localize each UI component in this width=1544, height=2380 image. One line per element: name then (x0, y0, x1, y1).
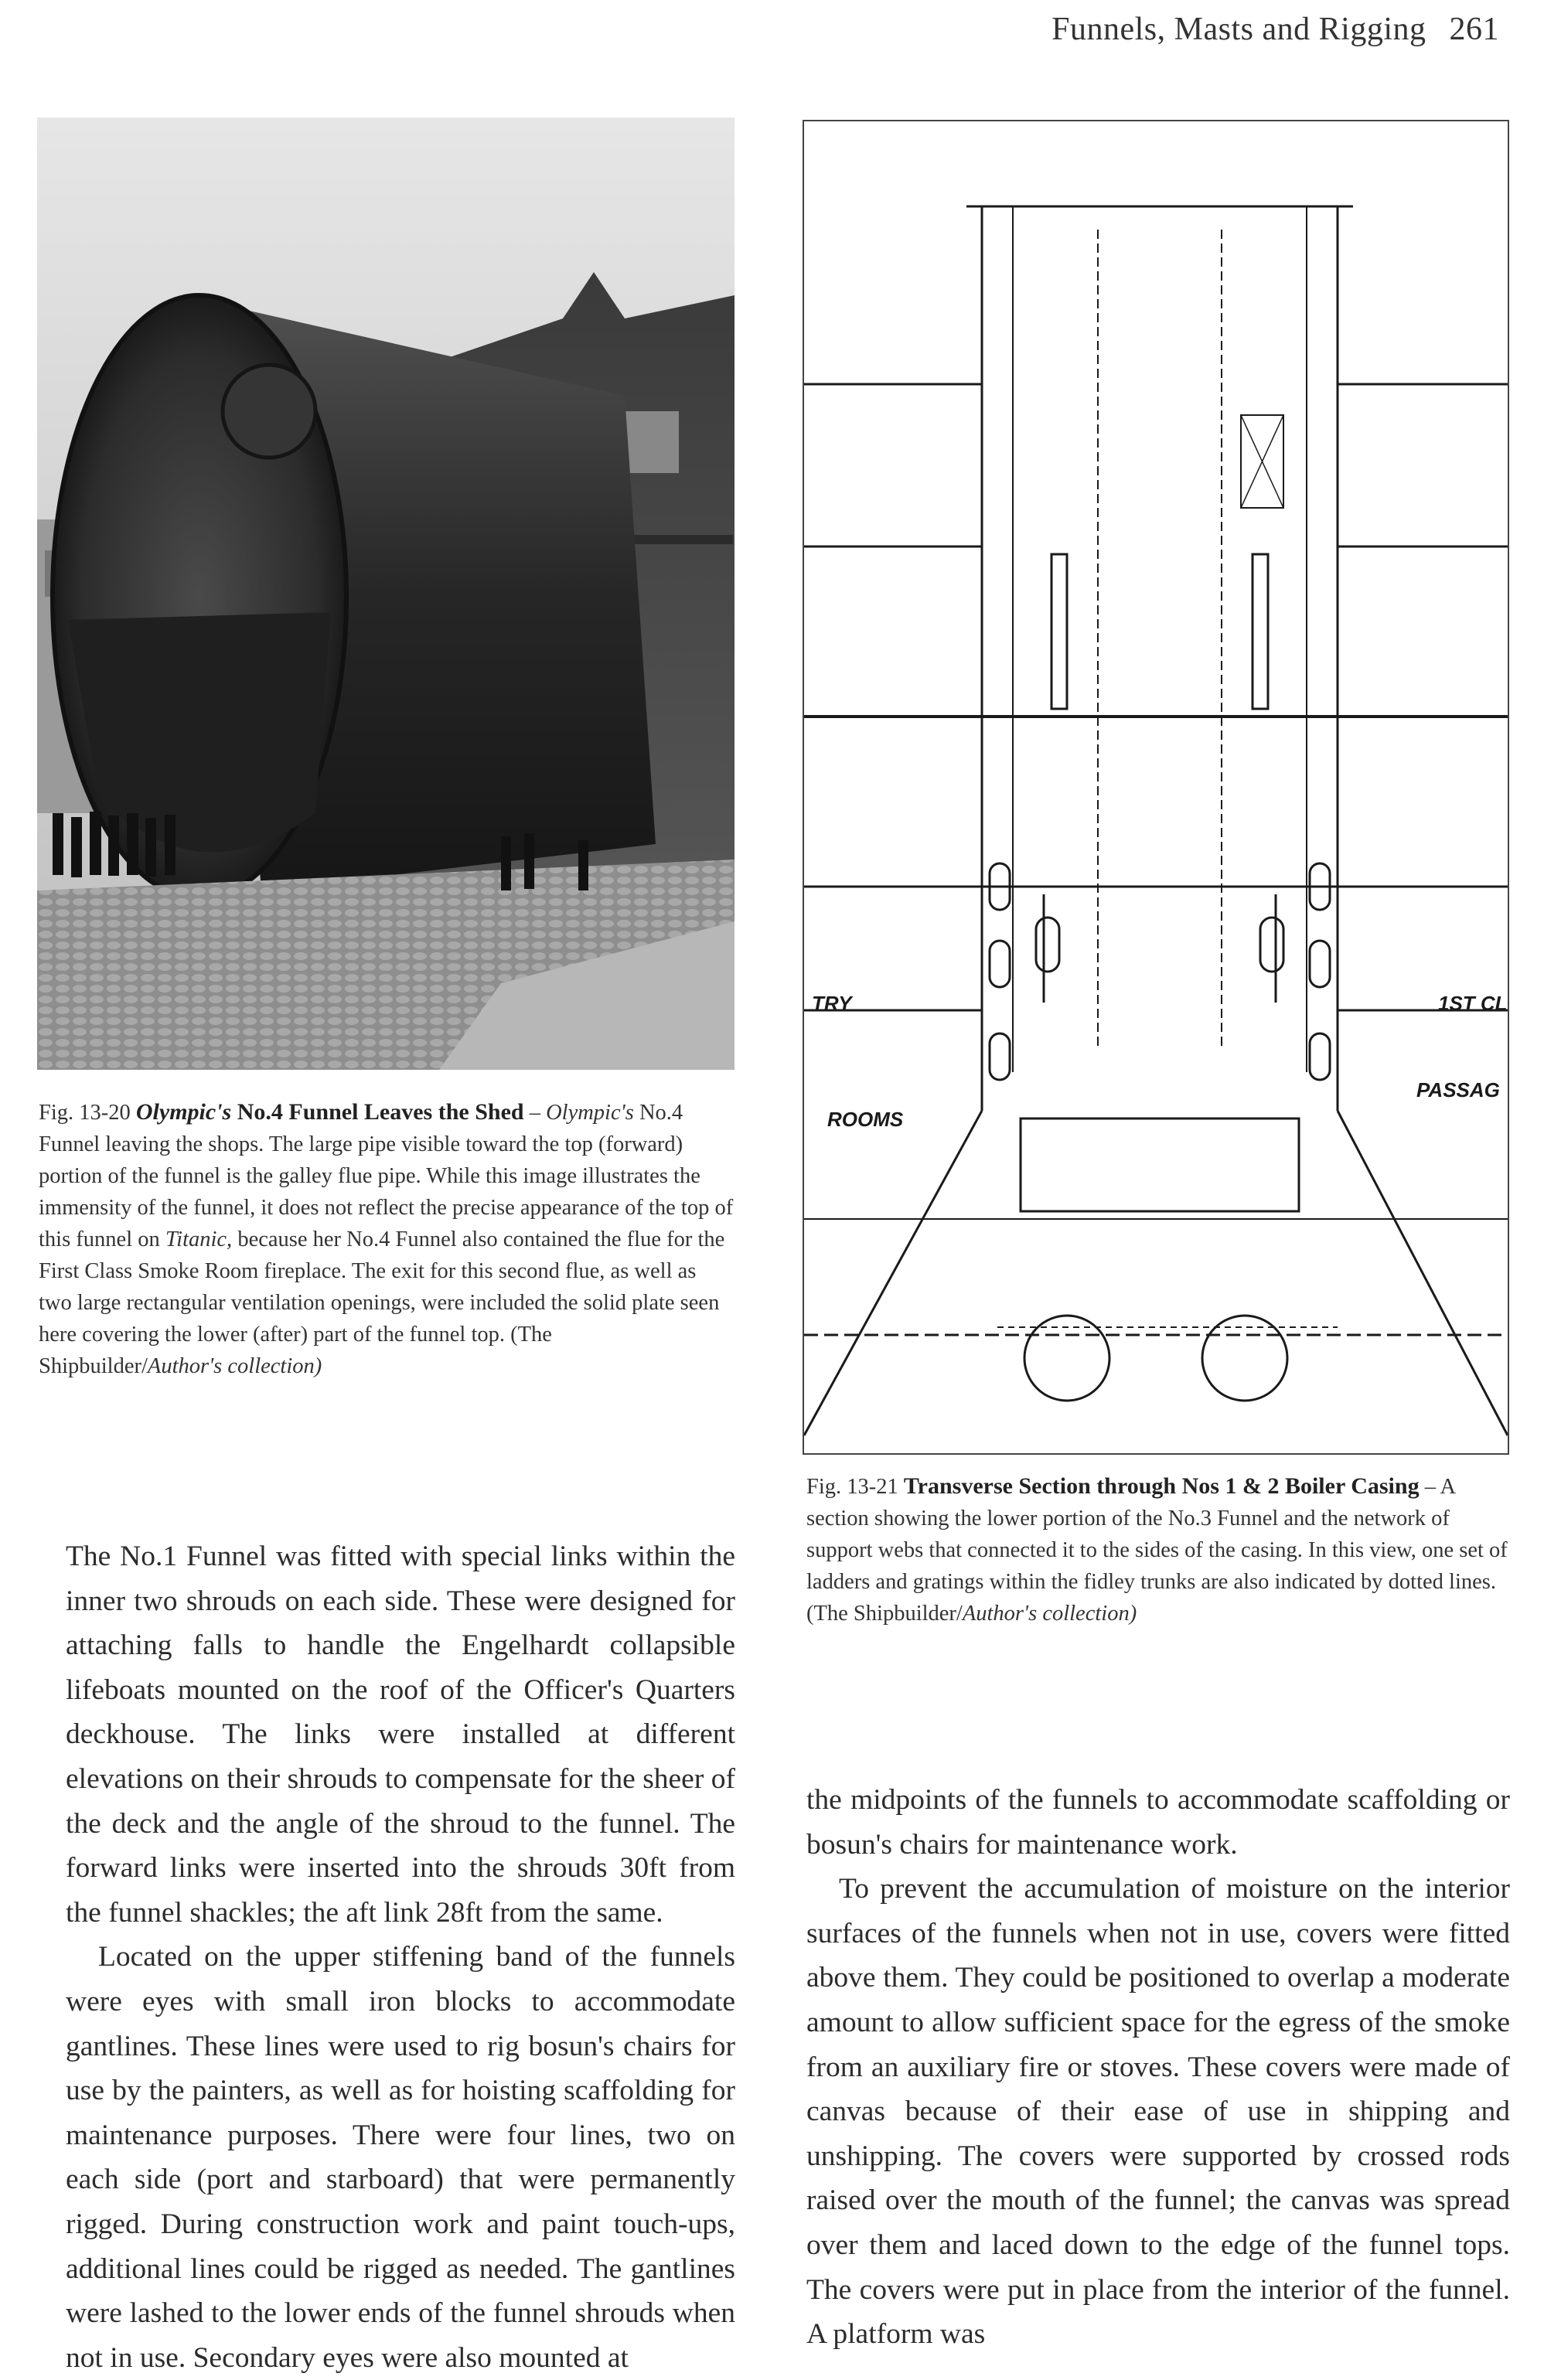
running-header-title: Funnels, Masts and Rigging (1051, 12, 1426, 47)
caption-text-2: because her No.4 Funnel also contained the flue for the First Class Smoke Room fireplace. The exit for this second flue, as well as two large rectangular ventilation openings, were included the solid plate seen here covering the lower (after) part of the funnel top. (39, 1227, 725, 1347)
body-text-left-column (66, 1534, 735, 2380)
body-paragraph: Located on the upper stiffening band of the funnels were eyes with small iron blocks to accommodate gantlines. These lines were used to rig bosun's chairs for use by the painters, as well as for hoisting scaffolding for maintenance purposes. There were four lines, two on each side (port and starboard) that were permanently rigged. During construction work and paint touch-ups, additional lines could be rigged as needed. The gantlines were lashed to the lower ends of the funnel shrouds when not in use. Secondary eyes were also mounted at (66, 1941, 735, 2374)
caption-title: Transverse Section through Nos 1 & 2 Boiler Casing (903, 1473, 1420, 1499)
drawing-label-first-class: 1ST CL (1438, 992, 1508, 1015)
caption-text-1: No.4 Funnel leaving the shops. The large pipe visible toward the top (forward) portion of the funnel is the galley flue pipe. While this image illustrates the immensity of the funnel, it does not reflect the precise appearance of the top of this funnel on (39, 1101, 734, 1251)
drawing-label-try: TRY (812, 992, 852, 1015)
body-paragraph: The No.1 Funnel was fitted with special links within the inner two shrouds on each side. These were designed for attaching falls to handle the Engelhardt collapsible lifeboats mounted on the roof of the Officer's Quarters deckhouse. The links were installed at different elevations on their shrouds to compensate for the sheer of the deck and the angle of the shroud to the funnel. The forward links were inserted into the shrouds 30ft from the funnel shackles; the aft link 28ft from the same. (66, 1541, 735, 1929)
caption-credit-italic: Author's collection) (147, 1354, 322, 1378)
figure-caption-right (806, 1470, 1510, 1629)
drawing-label-passage: PASSAG (1416, 1078, 1500, 1101)
figure-caption-left (39, 1096, 735, 1382)
running-header (1051, 11, 1499, 48)
body-text-right-column (806, 1778, 1510, 2357)
caption-title-italic: Olympic's (135, 1099, 232, 1125)
body-paragraph: To prevent the accumulation of moisture on the interior surfaces of the funnels when not in use, covers were fitted above them. They could be positioned to overlap a moderate amount to allow sufficient space for the egress of the smoke from an auxiliary fire or stoves. These covers were made of canvas because of their ease of use in shipping and unshipping. The covers were supported by crossed rods raised over the mouth of the funnel; the canvas was spread over them and laced down to the edge of the funnel tops. The covers were put in place from the interior of the funnel. A platform was (806, 1873, 1510, 2351)
caption-text: – A section showing the lower portion of the No.3 Funnel and the network of support webs that connected it to the sides of the casing. In this view, one set of ladders and gratings within the fidley trunks are also indicated by dotted lines. (806, 1475, 1508, 1594)
caption-number: Fig. 13-21 (806, 1475, 898, 1499)
section-drawing-svg (804, 121, 1508, 1453)
caption-number: Fig. 13-20 (39, 1101, 131, 1125)
funnel-photograph-image (37, 117, 735, 1070)
funnel-photograph (37, 117, 735, 1070)
caption-ship-name-2: Titanic, (165, 1227, 233, 1251)
body-paragraph: the midpoints of the funnels to accommodate scaffolding or bosun's chairs for maintenance work. (806, 1784, 1510, 1861)
drawing-label-rooms: ROOMS (827, 1108, 904, 1131)
boiler-casing-section-drawing (803, 120, 1509, 1455)
caption-credit-italic: Author's collection) (962, 1602, 1137, 1626)
caption-credit: (The Shipbuilder/ (39, 1323, 552, 1378)
caption-credit: (The Shipbuilder/ (806, 1602, 963, 1626)
caption-title: No.4 Funnel Leaves the Shed (237, 1099, 524, 1125)
page-number: 261 (1449, 12, 1499, 47)
caption-dash: – (529, 1101, 540, 1125)
caption-ship-name: Olympic's (546, 1101, 634, 1125)
